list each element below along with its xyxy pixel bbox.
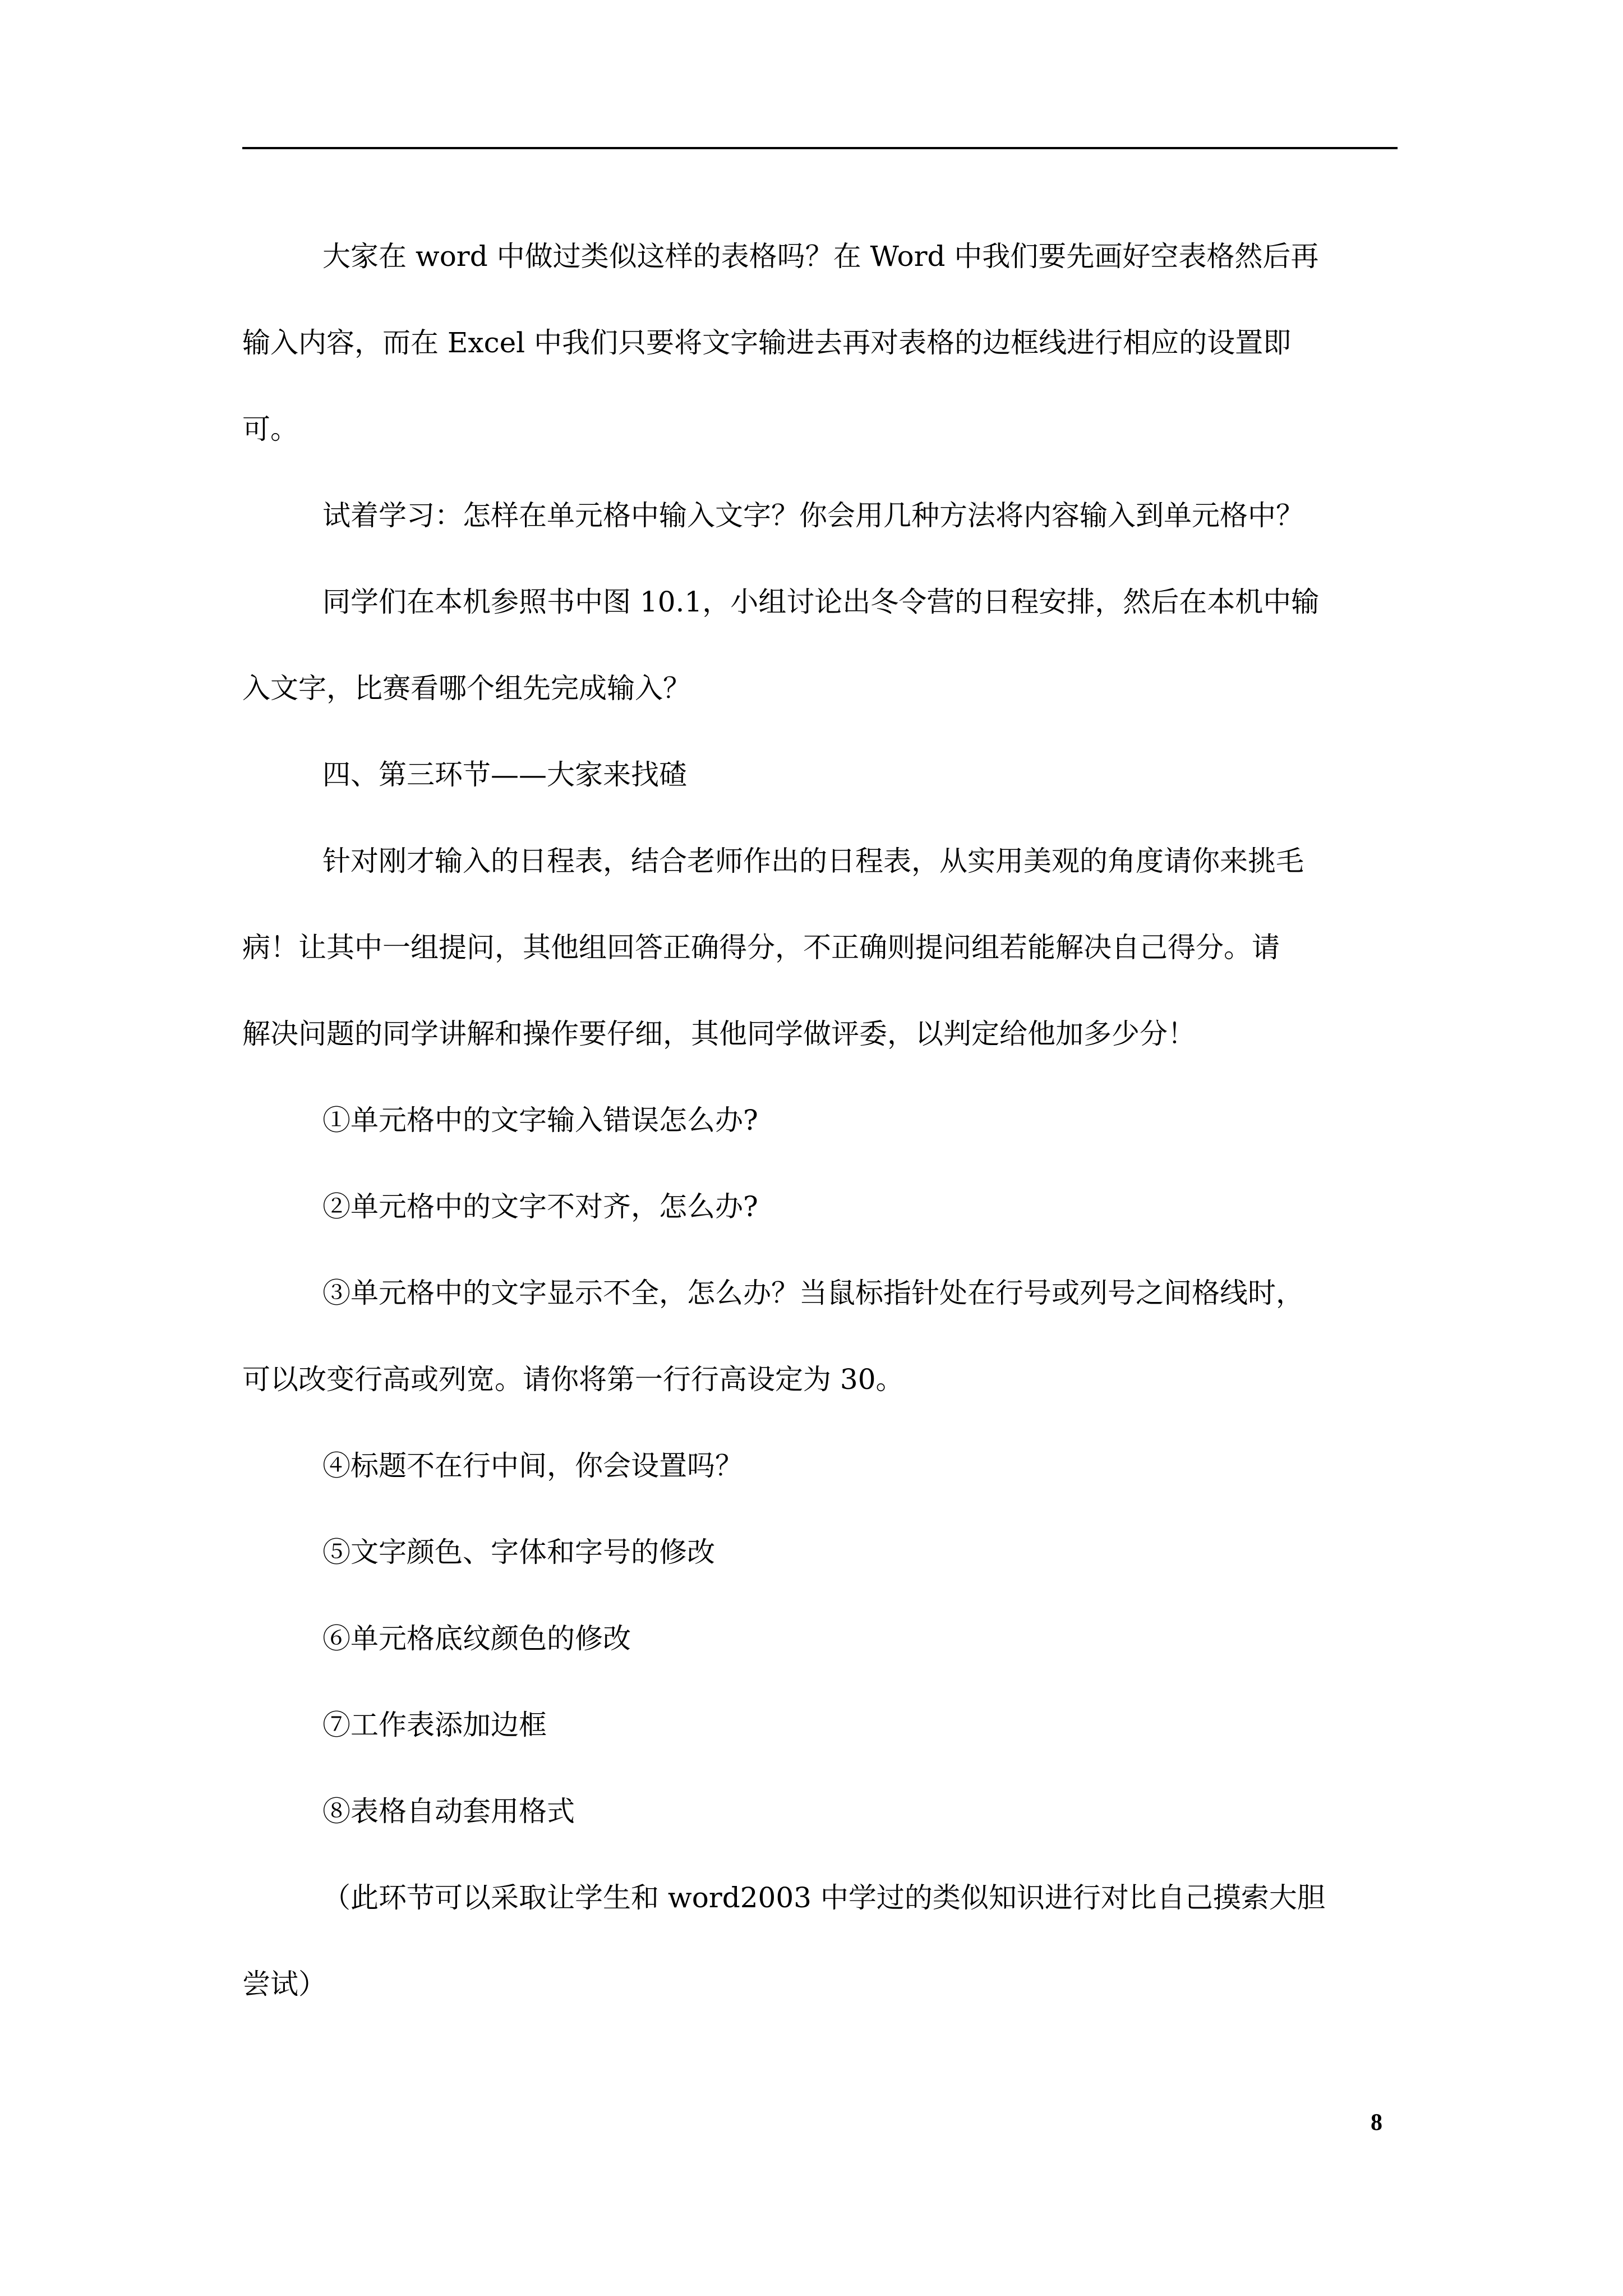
list-item: ④标题不在行中间，你会设置吗？ xyxy=(322,1450,743,1482)
list-item: ⑧表格自动套用格式 xyxy=(322,1795,575,1828)
list-item: ②单元格中的文字不对齐，怎么办? xyxy=(322,1190,758,1223)
paragraph-line: 同学们在本机参照书中图 10.1，小组讨论出冬令营的日程安排，然后在本机中输 xyxy=(322,586,1320,618)
paragraph-line: 病！让其中一组提问，其他组回答正确得分，不正确则提问组若能解决自己得分。请 xyxy=(242,931,1280,964)
list-item: ⑥单元格底纹颜色的修改 xyxy=(322,1622,631,1655)
paragraph-line: 试着学习：怎样在单元格中输入文字？你会用几种方法将内容输入到单元格中？ xyxy=(322,499,1304,532)
body-text xyxy=(242,213,1398,2027)
list-item: ⑦工作表添加边框 xyxy=(322,1709,547,1741)
paragraph-line: 尝试） xyxy=(242,1968,326,2000)
list-item: ⑤文字颜色、字体和字号的修改 xyxy=(322,1536,715,1568)
paragraph-line: 入文字，比赛看哪个组先完成输入？ xyxy=(242,672,691,705)
header-rule xyxy=(242,147,1398,149)
paragraph-line: 大家在 word 中做过类似这样的表格吗？在 Word 中我们要先画好空表格然后再 xyxy=(322,240,1319,273)
page-number: 8 xyxy=(1371,2110,1382,2136)
list-item: ①单元格中的文字输入错误怎么办? xyxy=(322,1104,758,1137)
paragraph-line: 解决问题的同学讲解和操作要仔细，其他同学做评委，以判定给他加多少分！ xyxy=(242,1018,1196,1050)
paragraph-line: 可。 xyxy=(242,413,298,445)
list-item-continuation: 可以改变行高或列宽。请你将第一行行高设定为 30。 xyxy=(242,1363,904,1396)
list-item: ③单元格中的文字显示不全，怎么办？当鼠标指针处在行号或列号之间格线时， xyxy=(322,1277,1304,1309)
paragraph-line: 输入内容，而在 Excel 中我们只要将文字输进去再对表格的边框线进行相应的设置即 xyxy=(242,326,1292,359)
paragraph-line: （此环节可以采取让学生和 word2003 中学过的类似知识进行对比自己摸索大胆 xyxy=(322,1881,1325,1914)
section-heading: 四、第三环节——大家来找碴 xyxy=(322,758,687,791)
paragraph-line: 针对刚才输入的日程表，结合老师作出的日程表，从实用美观的角度请你来挑毛 xyxy=(322,845,1304,877)
